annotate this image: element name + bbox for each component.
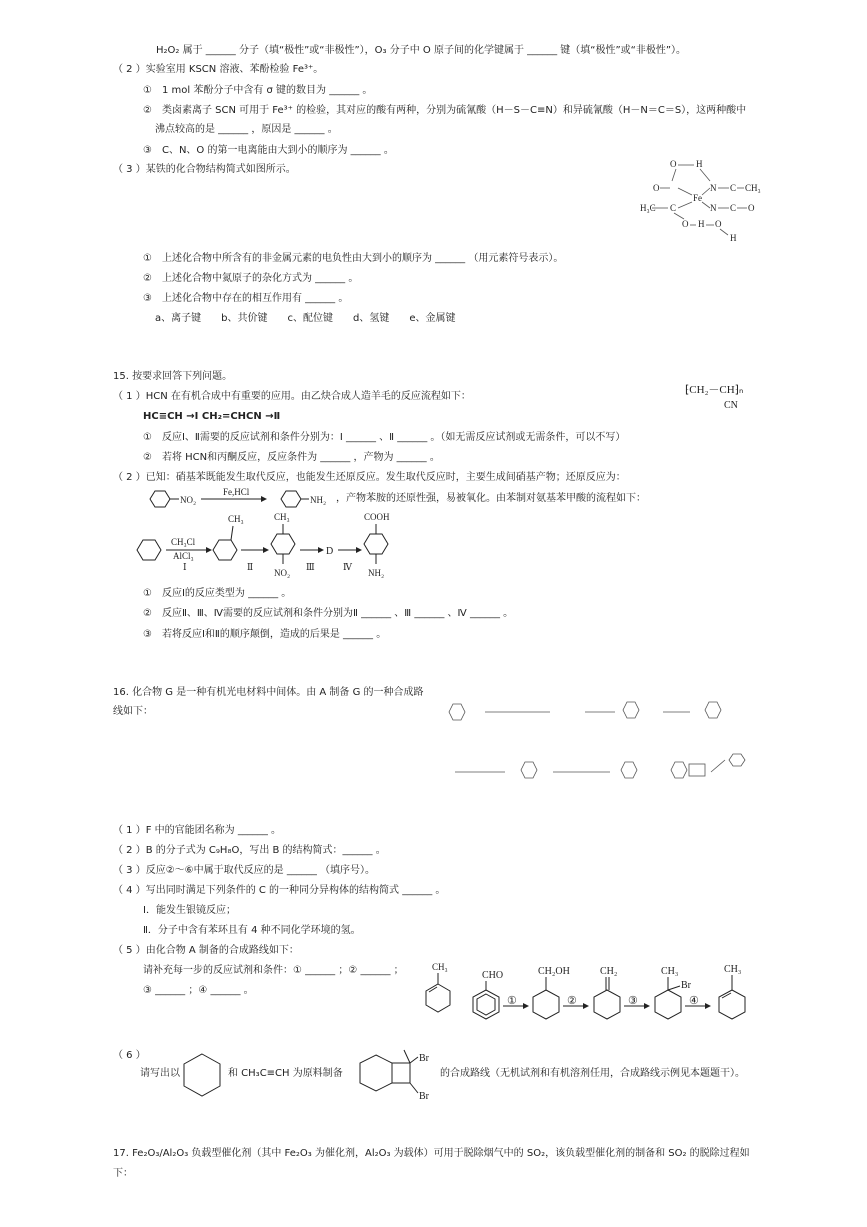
synthesis-route-figure (445, 680, 755, 805)
q15-part2-2: ② 反应Ⅱ、Ⅲ、Ⅳ需要的反应试剂和条件分别为Ⅱ ______ 、Ⅲ ______ 、Ⅳ ______ 。 (143, 608, 514, 619)
route-label: CH₃ (661, 966, 679, 977)
nitrotoluene-ring-icon (271, 534, 295, 554)
scheme-label: CH₃ (228, 514, 244, 524)
q17-line2: 下： (113, 1168, 133, 1179)
q14-part2-3: ③ C、N、O 的第一电离能由大到小的顺序为 ______ 。 (143, 145, 394, 156)
struct-label: O (748, 203, 755, 213)
bromocyclohexane-ring-icon (655, 990, 681, 1019)
q15-part2-1: ① 反应Ⅰ的反应类型为 ______ 。 (143, 588, 292, 599)
route-step: ③ (628, 995, 638, 1007)
route-label: CH₂OH (538, 966, 570, 977)
q15-known-tail: ，产物苯胺的还原性强，易被氧化。由苯制对氨基苯甲酸的流程如下： (336, 493, 646, 504)
benzene-ring-icon (137, 540, 161, 560)
q15-part2-3: ③ 若将反应Ⅰ和Ⅱ的顺序颠倒，造成的后果是 ______ 。 (143, 629, 387, 640)
fe-complex-structure (640, 155, 760, 245)
q15-part1-1: ① 反应Ⅰ、Ⅱ需要的反应试剂和条件分别为：Ⅰ ______ 、Ⅱ ______ 。（如无需反应试剂或无需条件，可以不写） (143, 432, 626, 443)
reagent-label: Fe,HCl (223, 487, 250, 497)
route-label: Br (681, 980, 691, 991)
struct-label: H (696, 159, 703, 169)
cyclohexane-ring-icon (184, 1054, 220, 1096)
route-label: CH₂ (600, 966, 618, 977)
aminobenzoic-ring-icon (364, 534, 388, 554)
struct-label: N (710, 203, 717, 213)
q17-line1: 17. Fe₂O₃/Al₂O₃ 负载型催化剂（其中 Fe₂O₃ 为催化剂，Al₂O₃ 为载体）可用于脱除烟气中的 SO₂，该负载型催化剂的制备和 SO₂ 的脱除过程如 (113, 1148, 750, 1159)
q14-part3-1: ① 上述化合物中所含有的非金属元素的电负性由大到小的顺序为 ______ （用元素符号表示）。 (143, 253, 564, 264)
struct-label: Fe (693, 193, 702, 203)
nitrobenzene-reduction-scheme (143, 485, 333, 515)
q15-polymer: ⁅CH₂－CH⁆ₙ (685, 384, 744, 396)
q16-part3: （ 3 ）反应②～⑥中属于取代反应的是 ______ （填序号）。 (113, 865, 376, 876)
struct-label: C (670, 203, 677, 213)
q14-part2-1: ① 1 mol 苯酚分子中含有 σ 键的数目为 ______ 。 (143, 85, 373, 96)
aminobenzoic-acid-scheme (138, 512, 418, 587)
nh2-label: NH₂ (310, 495, 327, 505)
struct-label: O (653, 183, 660, 193)
toluene-ring-icon (213, 540, 237, 560)
q14-part2-2b: 沸点较高的是 ______ ，原因是 ______ 。 (155, 124, 338, 135)
q14-options: a、离子键 b、共价键 c、配位键 d、氢键 e、金属键 (155, 313, 456, 324)
scheme-label: Ⅲ (306, 562, 315, 572)
no2-label: NO₂ (180, 495, 197, 505)
q14-part3: （ 3 ）某铁的化合物结构简式如图所示。 (113, 164, 296, 175)
route-label: CH₃ (724, 964, 742, 975)
benzene-ring-icon (281, 491, 301, 507)
q15-flow: HC≡CH →Ⅰ CH₂=CHCN →Ⅱ (143, 411, 281, 422)
q15-part1-2: ② 若将 HCN和丙酮反应，反应条件为 ______ ，产物为 ______ 。 (143, 452, 440, 463)
struct-label: O (670, 159, 677, 169)
q14-part3-3: ③ 上述化合物中存在的相互作用有 ______ 。 (143, 293, 349, 304)
struct-label: C (730, 183, 737, 193)
dibromo-bicyclic-product (358, 1045, 438, 1110)
route-label: CH₃ (432, 962, 448, 972)
scheme-label: NO₂ (274, 568, 291, 578)
struct-label: N (710, 183, 717, 193)
scheme-label: COOH (364, 512, 390, 522)
q14-part2-2a: ② 类卤素离子 SCN 可用于 Fe³⁺ 的检验，其对应的酸有两种，分别为硫氰酸（H－S－C≡N）和异硫氰酸（H－N＝C＝S），这两种酸中 (143, 105, 747, 116)
q15-title: 15. 按要求回答下列问题。 (113, 371, 233, 382)
q15-part1: （ 1 ）HCN 在有机合成中有重要的应用。由乙炔合成人造羊毛的反应流程如下： (113, 391, 471, 402)
br-label: Br (419, 1053, 429, 1064)
struct-label: C (730, 203, 737, 213)
q14-part2: （ 2 ）实验室用 KSCN 溶液、苯酚检验 Fe³⁺。 (113, 64, 324, 75)
product-ring-icon (360, 1055, 392, 1091)
scheme-label: Ⅰ (183, 562, 187, 572)
five-step-route (462, 960, 762, 1030)
methylcyclohexene-ring-icon (719, 990, 745, 1019)
route-step: ② (567, 995, 577, 1007)
q15-part2: （ 2 ）已知：硝基苯既能发生取代反应，也能发生还原反应。发生取代反应时，主要生成间硝基产物；还原反应为： (113, 472, 626, 483)
q16-part2: （ 2 ）B 的分子式为 C₉H₈O，写出 B 的结构简式：______ 。 (113, 845, 386, 856)
q14-part3-2: ② 上述化合物中氮原子的杂化方式为 ______ 。 (143, 273, 359, 284)
methylcyclohexene-target (410, 960, 460, 1025)
scheme-label: Ⅱ (247, 562, 254, 572)
scheme-label: AlCl₃ (173, 551, 194, 561)
cyclohexene-ring-icon (426, 984, 450, 1012)
scheme-label: Ⅳ (343, 562, 352, 572)
methylenecyclohexane-ring-icon (594, 990, 620, 1019)
route-label: CHO (482, 970, 504, 981)
q16-part6: （ 6 ） (113, 1050, 146, 1061)
cyclohexylmethanol-ring-icon (533, 990, 559, 1019)
q16-part1: （ 1 ）F 中的官能团名称为 ______ 。 (113, 825, 282, 836)
route-step: ④ (689, 995, 699, 1007)
q16-part4-cond2: Ⅱ．分子中含有苯环且有 4 种不同化学环境的氢。 (143, 925, 361, 936)
arrow-icon (261, 496, 267, 502)
q16-part6-a: 请写出以 (140, 1068, 180, 1079)
struct-label: CH₃ (745, 183, 761, 193)
q16-part4-cond1: Ⅰ．能发生银镜反应； (143, 905, 236, 916)
q16-part4: （ 4 ）写出同时满足下列条件的 C 的一种同分异构体的结构简式 ______ 。 (113, 885, 446, 896)
q16-part5-question2: ③ ______ ；④ ______ 。 (143, 985, 254, 996)
q16-title: 16. 化合物 G 是一种有机光电材料中间体。由 A 制备 G 的一种合成路 (113, 687, 424, 698)
struct-label: O (715, 219, 722, 229)
q16-part5: （ 5 ）由化合物 A 制备的合成路线如下： (113, 945, 299, 956)
q16-part6-b: 和 CH₃C≡CH 为原料制备 (228, 1068, 343, 1079)
route-step: ① (507, 995, 517, 1007)
struct-label: O (682, 219, 689, 229)
cyclobutane-ring-icon (392, 1063, 410, 1083)
cyclohexane-structure (180, 1052, 225, 1102)
struct-label: H₃C (640, 203, 656, 213)
q16-part6-c: 的合成路线（无机试剂和有机溶剂任用，合成路线示例见本题题干）。 (440, 1068, 745, 1079)
q16-part5-question: 请补充每一步的反应试剂和条件：① ______ ；② ______ ； (143, 965, 404, 976)
q14-h2o2-line: H₂O₂ 属于 ______ 分子（填“极性”或“非极性”），O₃ 分子中 O 原子间的化学键属于 ______ 键（填“极性”或“非极性”）。 (156, 45, 687, 56)
benzene-ring-icon (150, 491, 170, 507)
q16-title2: 线如下： (113, 706, 153, 717)
br-label: Br (419, 1091, 429, 1102)
struct-label: H (730, 233, 737, 243)
scheme-label: D (326, 546, 334, 557)
scheme-label: CH₃ (274, 512, 290, 522)
q15-polymer-cn: CN (724, 400, 738, 411)
scheme-label: NH₂ (368, 568, 385, 578)
struct-label: H (698, 219, 705, 229)
scheme-label: CH₃Cl (171, 537, 196, 547)
